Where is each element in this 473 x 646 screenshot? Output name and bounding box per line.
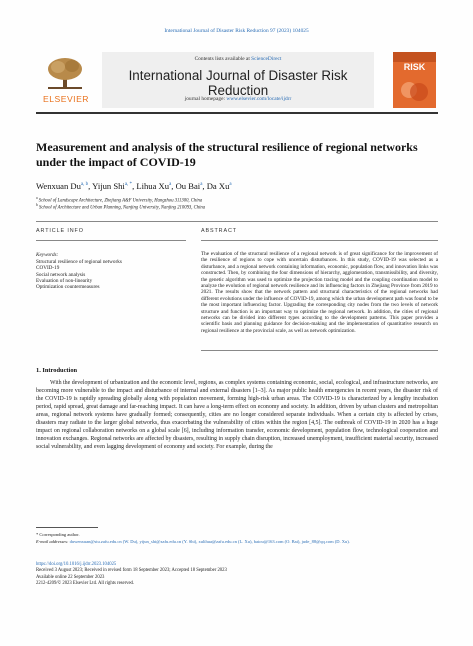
cover-graphic-icon [397,76,432,104]
keyword-item: Evaluation of non-linearity [36,277,93,284]
author-4[interactable] [176,181,203,191]
keywords-label: Keywords: [36,252,59,258]
email-addresses[interactable]: duwenxuan@stu.zafu.edu.cn (W. Du), yijun_shi@zafu.edu.cn (Y. Shi), xulihua@zafu.edu.cn (L. Xu), baiou@163.com (O. Bai), jude_88@qq.com (D. Xu). [69,539,350,544]
abstract-rule [201,240,438,241]
abstract-bottom-rule [201,350,438,351]
author-marks: a [169,182,172,188]
author-marks: a, b [80,182,89,188]
elsevier-tree-icon [44,56,86,90]
affiliation-b [36,203,438,211]
journal-citation[interactable]: International Journal of Disaster Risk Reduction 97 (2023) 104025 [164,28,309,34]
affiliation-mark: a [36,196,38,200]
author-3[interactable] [136,181,171,191]
author-separator: , [88,181,93,191]
keyword-item: COVID-19 [36,265,60,272]
article-title: Measurement and analysis of the structural resilience of regional networks under the impact of COVID-19 [36,140,418,169]
contents-prefix: Contents lists available at [194,56,252,62]
author-marks: a [229,182,232,188]
author-1[interactable] [36,181,88,191]
contents-line [102,56,374,62]
author-separator: , [202,181,207,191]
homepage-prefix: journal homepage: [184,96,227,102]
email-label: E-mail addresses: [36,539,69,544]
affiliation-mark: b [36,203,38,207]
article-info-rule [36,240,186,241]
journal-cover-band [393,52,436,62]
author-2[interactable] [92,181,132,191]
author-name: Ou Bai [175,181,201,191]
affiliation-text: School of Landscape Architecture, Zhejiang A&F University, Hangzhou 311300, China [38,198,203,204]
sciencedirect-link[interactable]: ScienceDirect [251,56,282,62]
homepage-line [102,96,374,102]
article-meta [36,562,438,588]
author-5[interactable] [207,181,232,191]
abstract-text: The evaluation of the structural resilience of a regional network is of great significance for the improvement of the resilience of regions to cope with uncertain disturbances. In this study, COVID-19 was selected as a disturbance, and a regional network containing information, economic, population flow, and innovation links was constructed. Then, by combining the four dimensions of hierarchy, agglomeration, transmissibility, and diversity, the genetic algorithm was used to optimize the projection tracing model and the coupling coordination model to analyze the evolution of regional network resilience and its influencing factors in Zhejiang Province from 2019 to 2021. The results show that the network pattern and structural characteristics of the regional networks had different evolutions under the influence of COVID-19, among which the urban development path was found to be the most important influencing factor. Upgrading the corresponding city nodes from the two levels of network structure and function is an important way to optimize the regional network. In addition, the cities of regional networks can be divided into different types according to the development patterns. This paper provides a scientific basis and planning guidance for decision-making and the implementation of quantitative research on regional resilience at the provincial scale, as well as network optimization. [201,251,438,334]
available-online: Available online 22 September 2023 [36,574,105,580]
keyword-item: Structural resilience of regional networks [36,259,122,265]
introduction-paragraph: With the development of urbanization and the economic level, regions, as complex systems containing economic, social, ecological, and infrastructure networks, are becoming more vulnerable to the impact and disturbance of internal and external disasters [1–3]. As major public health emergencies in recent years, the disaster risk of the COVID-19 is rapidly spreading globally along with population movement, forming high-risk urban areas. The COVID-19 is characterized by a lengthy incubation period, rapid spread, great damage and far-reaching impact. It can have a long-term effect on economy and society. In addition, driven by urban clusters and metropolitan areas, regional network systems have gradually formed; consequently, cities are no longer considered separate individuals. When a certain city is affected by crises, disasters may radiate to the larger global networks, thus exacerbating the vulnerability of cities within the region [4,5]. The outbreak of COVID-19 in 2020 has a huge impact on regional collaboration networks on a global scale [6], including information transfer, economic development, population flow, technological cooperation and innovation exchanges. Regional networks are affected by disasters, resulting in supply chain disruption, increased unemployment, insufficient material security, increased social vulnerability, and even lagging development of economy and society. For example, during the [36,380,438,451]
author-marks: a [200,182,203,188]
email-footnote [36,539,438,545]
keyword-item: Social network analysis [36,271,86,278]
received-dates: Received 3 August 2023; Received in revised form 18 September 2023; Accepted 18 September 2023 [36,568,227,574]
section-heading-introduction: 1. Introduction [36,367,78,374]
article-info-heading: ARTICLE INFO [36,228,84,234]
corresponding-footnote: * Corresponding author. [36,532,80,537]
affiliation-text: School of Architecture and Urban Planning, Nanjing University, Nanjing 210093, China [38,205,206,211]
keyword-list [36,259,176,290]
author-list [36,181,438,191]
author-marks: a, * [124,182,133,188]
keyword-item: Optimization countermeasures [36,284,100,291]
header-rule [36,112,438,114]
author-name: Yijun Shi [92,181,125,191]
abstract-heading: ABSTRACT [201,228,237,234]
author-separator: , [171,181,176,191]
author-name: Lihua Xu [136,181,170,191]
author-name: Da Xu [206,181,230,191]
author-name: Wenxuan Du [36,181,81,191]
publisher-name: ELSEVIER [42,94,90,104]
doi-link[interactable]: https://doi.org/10.1016/j.ijdrr.2023.104025 [36,562,117,567]
journal-title: International Journal of Disaster Risk Reduction [128,68,348,98]
cover-word: RISK [403,62,426,72]
copyright: 2212-4209/© 2023 Elsevier Ltd. All rights reserved. [36,581,135,587]
author-separator: , [132,181,137,191]
section-top-rule [36,221,438,222]
journal-homepage-link[interactable]: www.elsevier.com/locate/ijdrr [226,96,292,102]
footnote-rule [36,527,98,528]
